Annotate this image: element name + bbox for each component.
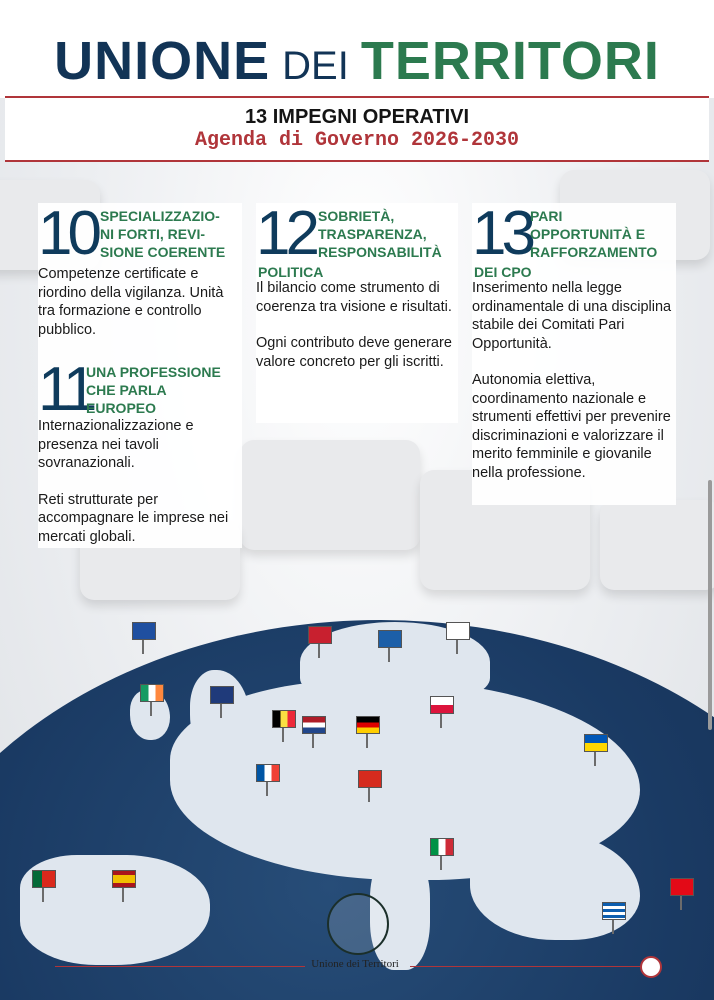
heading-line: RAFFORZAMENTO (530, 244, 658, 260)
commitment-number: 10 (38, 199, 97, 268)
commitment-12-header (256, 199, 458, 280)
subtitle: 13 IMPEGNI OPERATIVI (244, 106, 470, 128)
heading-line: SPECIALIZZAZIO- (100, 208, 220, 224)
title-word-dei: DEI (282, 44, 349, 88)
commitment-11-header (38, 355, 242, 424)
heading-line: OPPORTUNITÀ E (530, 226, 646, 242)
sweden-flag-icon (378, 630, 402, 648)
poland-flag-icon (430, 696, 454, 714)
germany-flag-icon (356, 716, 380, 734)
heading-line: EUROPEO (86, 400, 157, 416)
commitment-heading (318, 207, 442, 261)
puzzle-piece-decoration (600, 500, 714, 590)
heading-line: PARI (530, 208, 563, 224)
italy-flag-icon (430, 838, 454, 856)
scrollbar[interactable] (708, 480, 712, 730)
agenda-line: Agenda di Governo 2026-2030 (194, 129, 520, 152)
heading-line: RESPONSABILITÀ (318, 244, 442, 260)
divider-top (5, 96, 709, 98)
switzerland-flag-icon (358, 770, 382, 788)
commitment-card-center (256, 199, 458, 423)
commitment-card-right (472, 199, 676, 505)
commitment-text: Il bilancio come strumento di coerenza tra visione e risultati. (256, 280, 452, 315)
commitment-text: Inserimento nella legge ordinamentale di una disciplina stabile dei Comitati Pari Opportunità. (472, 280, 672, 352)
spain-flag-icon (112, 870, 136, 888)
heading-line: UNA PROFESSIONE (86, 364, 221, 380)
commitment-number: 13 (472, 199, 531, 268)
commitment-heading (86, 363, 221, 417)
finland-flag-icon (446, 622, 470, 640)
footer-rule-right (410, 966, 642, 967)
commitment-number: 11 (38, 355, 93, 424)
footer-dot (640, 956, 662, 978)
commitment-text: Autonomia elettiva, coordinamento nazionale e strumenti effettivi per prevenire discriminazioni e valorizzare il merito femminile e giovanile nella professione. (472, 372, 671, 481)
commitment-13-header (472, 199, 676, 280)
greece-flag-icon (602, 902, 626, 920)
footer-brand: Unione dei Territori (311, 958, 399, 970)
commitment-heading (100, 207, 225, 261)
heading-line: SIONE COERENTE (100, 244, 226, 260)
heading-line: NI FORTI, REVI- (100, 226, 205, 242)
iceland-flag-icon (132, 622, 156, 640)
turkey-flag-icon (670, 878, 694, 896)
heading-line: CHE PARLA (86, 382, 167, 398)
heading-line: TRASPARENZA, (318, 226, 427, 242)
commitment-10-header (38, 199, 242, 268)
title-word-territori: TERRITORI (360, 31, 660, 91)
page-title (0, 30, 714, 92)
commitment-heading (530, 207, 657, 261)
title-word-unione: UNIONE (54, 31, 271, 91)
heading-line: SOBRIETÀ, (318, 208, 395, 224)
puzzle-piece-decoration (240, 440, 420, 550)
commitment-number: 12 (256, 199, 315, 268)
commitment-text: Competenze certificate e riordino della vigilanza. Unità tra formazione e controllo pubblico. (38, 266, 224, 338)
commitment-text: Internazionalizzazione e presenza nei tavoli sovranazionali. (38, 418, 194, 471)
commitment-text: Reti strutturate per accompagnare le imprese nei mercati globali. (38, 491, 229, 545)
commitment-text: Ogni contributo deve generare valore concreto per gli iscritti. (256, 335, 452, 370)
uk-flag-icon (210, 686, 234, 704)
commitment-card-left (38, 199, 242, 548)
ireland-flag-icon (140, 684, 164, 702)
ukraine-flag-icon (584, 734, 608, 752)
commitment-heading-tail: POLITICA (258, 264, 324, 280)
commitment-heading-tail: DEI CPO (474, 264, 532, 280)
netherlands-flag-icon (302, 716, 326, 734)
portugal-flag-icon (32, 870, 56, 888)
logo-emblem (327, 893, 389, 955)
footer-rule-left (55, 966, 305, 967)
belgium-flag-icon (272, 710, 296, 728)
divider-bottom (5, 160, 709, 162)
norway-flag-icon (308, 626, 332, 644)
france-flag-icon (256, 764, 280, 782)
